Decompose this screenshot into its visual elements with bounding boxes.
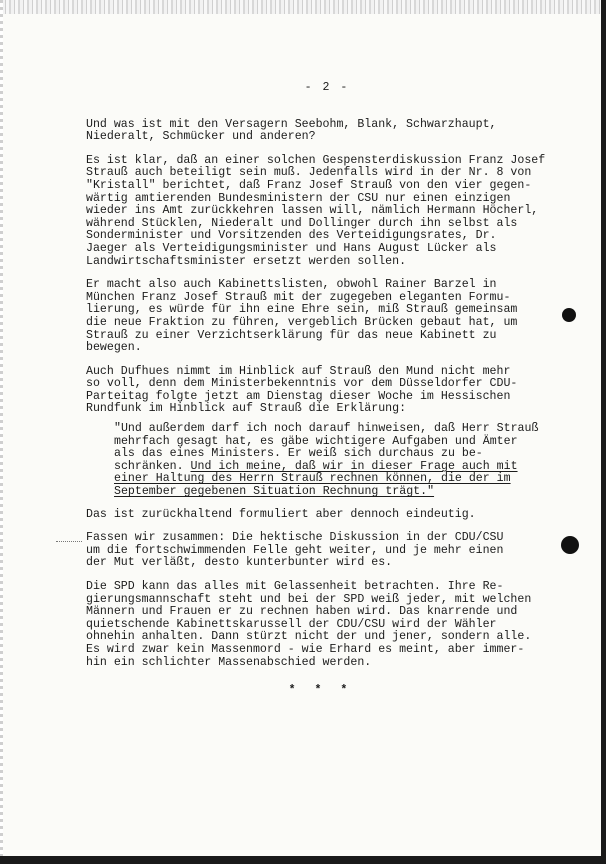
quote-line: mehrfach gesagt hat, es gäbe wichtigere Aufgaben und Ämter: [114, 434, 518, 448]
margin-mark: [56, 541, 82, 542]
text-line: bewegen.: [86, 341, 142, 355]
text-line: lierung, es würde für ihn eine Ehre sein, miß Strauß gemeinsam: [86, 303, 518, 317]
quote-line: als das eines Ministers. Er weiß sich durchaus zu be-: [114, 447, 483, 461]
text-line: Es ist klar, daß an einer solchen Gespensterdiskussion Franz Josef: [86, 153, 546, 167]
quote-line-underlined: September gegebenen Situation Rechnung trägt.": [114, 485, 435, 499]
text-line: Niederalt, Schmücker und anderen?: [86, 130, 316, 144]
punch-hole-upper: [562, 308, 576, 322]
paragraph-1: [86, 119, 556, 144]
paragraph-2: [86, 155, 556, 268]
paragraph-3: [86, 279, 556, 355]
paragraph-5: [86, 509, 556, 522]
scan-edge-right: [601, 0, 606, 864]
text-line: der Mut verläßt, desto kunterbunter wird es.: [86, 556, 393, 570]
quote-line-plain: schränken.: [114, 459, 191, 473]
quote-block: [114, 423, 556, 499]
text-line: Es wird zwar kein Massenmord - wie Erhard es meint, aber immer-: [86, 642, 525, 656]
text-line: Er macht also auch Kabinettslisten, obwohl Rainer Barzel in: [86, 278, 497, 292]
text-line: Landwirtschaftsminister ersetzt werden sollen.: [86, 254, 407, 268]
paragraph-7: [86, 581, 556, 669]
quote-line: "Und außerdem darf ich noch darauf hinweisen, daß Herr Strauß: [114, 422, 539, 436]
text-line: München Franz Josef Strauß mit der zugegeben eleganten Formu-: [86, 290, 511, 304]
text-line: die neue Fraktion zu führen, vergeblich Brücken gebaut hat, um: [86, 315, 518, 329]
text-line: "Kristall" berichtet, daß Franz Josef Strauß von den vier gegen-: [86, 178, 532, 192]
text-line: Sonderminister und Vorsitzenden des Verteidigungsrates, Dr.: [86, 229, 497, 243]
text-line: Rundfunk im Hinblick auf Strauß die Erklärung:: [86, 402, 407, 416]
text-line: während Stücklen, Niederalt und Dollinger durch ihn selbst als: [86, 216, 518, 230]
text-line: Männern und Frauen er zu rechnen haben wird. Das knarrende und: [86, 605, 518, 619]
scan-edge-bottom: [0, 856, 606, 864]
text-line: Strauß auch beteiligt sein muß. Jedenfalls wird in der Nr. 8 von: [86, 166, 532, 180]
text-line: um die fortschwimmenden Felle geht weiter, und je mehr einen: [86, 543, 504, 557]
text-line: Und was ist mit den Versagern Seebohm, Blank, Schwarzhaupt,: [86, 117, 497, 131]
paragraph-6: [86, 532, 556, 570]
text-line: Auch Dufhues nimmt im Hinblick auf Strauß den Mund nicht mehr: [86, 364, 511, 378]
quote-line-underlined: einer Haltung des Herrn Strauß rechnen können, die der im: [114, 472, 511, 486]
text-line: Fassen wir zusammen: Die hektische Diskussion in der CDU/CSU: [86, 531, 504, 545]
scan-edge-left: [0, 0, 3, 864]
text-line: wärtig amtierenden Bundesministern der CSU nur einen einzigen: [86, 191, 511, 205]
punch-hole-lower: [561, 536, 579, 554]
text-line: quietschende Kabinettskarussell der CDU/CSU wird der Wähler: [86, 617, 497, 631]
text-line: Strauß zu einer Verzichtserklärung für das neue Kabinett zu: [86, 328, 497, 342]
text-line: ohnehin anhalten. Dann stürzt nicht der und jener, sondern alle.: [86, 630, 532, 644]
scan-edge-top: [0, 0, 606, 14]
text-line: so voll, denn dem Ministerbekenntnis vor dem Düsseldorfer CDU-: [86, 377, 518, 391]
page-number: - 2 -: [304, 81, 350, 94]
text-line: Das ist zurückhaltend formuliert aber dennoch eindeutig.: [86, 507, 476, 521]
text-line: gierungsmannschaft steht und bei der SPD weiß jeder, mit welchen: [86, 592, 532, 606]
section-end-stars: * * *: [288, 684, 354, 698]
paragraph-4: [86, 366, 556, 416]
text-line: Die SPD kann das alles mit Gelassenheit betrachten. Ihre Re-: [86, 580, 504, 593]
quote-line-underlined: Und ich meine, daß wir in dieser Frage auch mit: [190, 459, 518, 473]
document-body: [86, 82, 556, 698]
text-line: Jaeger als Verteidigungsminister und Hans August Lücker als: [86, 241, 497, 255]
text-line: wieder ins Amt zurückkehren lassen will, nämlich Hermann Höcherl,: [86, 204, 539, 218]
text-line: Parteitag folgte jetzt am Dienstag dieser Woche im Hessischen: [86, 389, 511, 403]
text-line: hin ein schlichter Massenabschied werden.: [86, 655, 372, 669]
